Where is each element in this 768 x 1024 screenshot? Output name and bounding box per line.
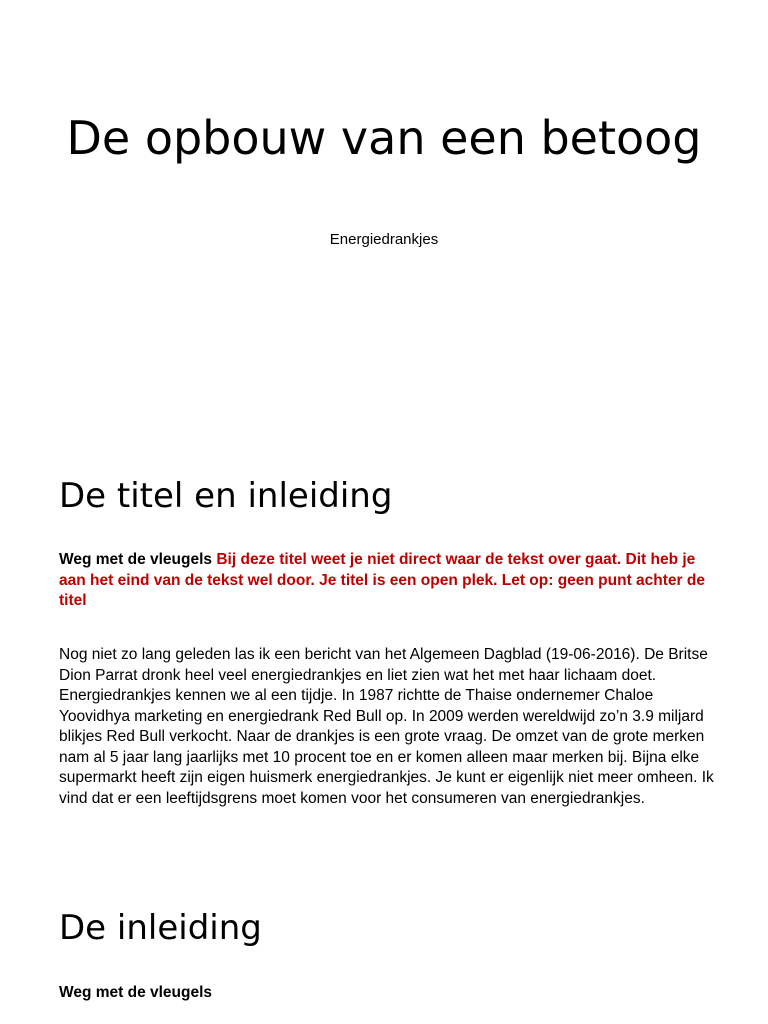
- section-heading-inleiding: De inleiding: [59, 908, 262, 948]
- introduction-body: Nog niet zo lang geleden las ik een bericht van het Algemeen Dagblad (19-06-2016). De Britse Dion Parrat dronk heel veel energiedrankjes en liet zien wat het met haar lichaam doet. Energiedrankjes kennen we al een tijdje. In 1987 richtte de Thaise ondernemer Chaloe Yoovidhya marketing en energiedrank Red Bull op. In 2009 werden wereldwijd zo’n 3.9 miljard blikjes Red Bull verkocht. Naar de drankjes is een grote vraag. De omzet van de grote merken nam al 5 jaar lang jaarlijks met 10 procent toe en er komen alleen maar merken bij. Bijna elke supermarkt heeft zijn eigen huismerk energiedrankjes. Je kunt er eigenlijk niet meer omheen. Ik vind dat er een leeftijdsgrens moet komen voor het consumeren van energiedrankjes.: [59, 646, 714, 807]
- section-heading-titel-inleiding: De titel en inleiding: [59, 476, 393, 516]
- example-title-2: Weg met de vleugels: [59, 984, 213, 1001]
- teacher-note: Bij deze titel weet je niet direct waar de tekst over gaat. Dit heb je aan het eind van de tekst wel door. Je titel is een open plek. Let op: geen punt achter de titel: [59, 551, 705, 609]
- example-title-paragraph: [59, 550, 719, 612]
- example-title: Weg met de vleugels: [59, 551, 213, 568]
- slide-subtitle: Energiedrankjes: [329, 231, 439, 248]
- slide-title: De opbouw van een betoog: [66, 111, 702, 165]
- example-title-paragraph-2: [59, 983, 719, 1004]
